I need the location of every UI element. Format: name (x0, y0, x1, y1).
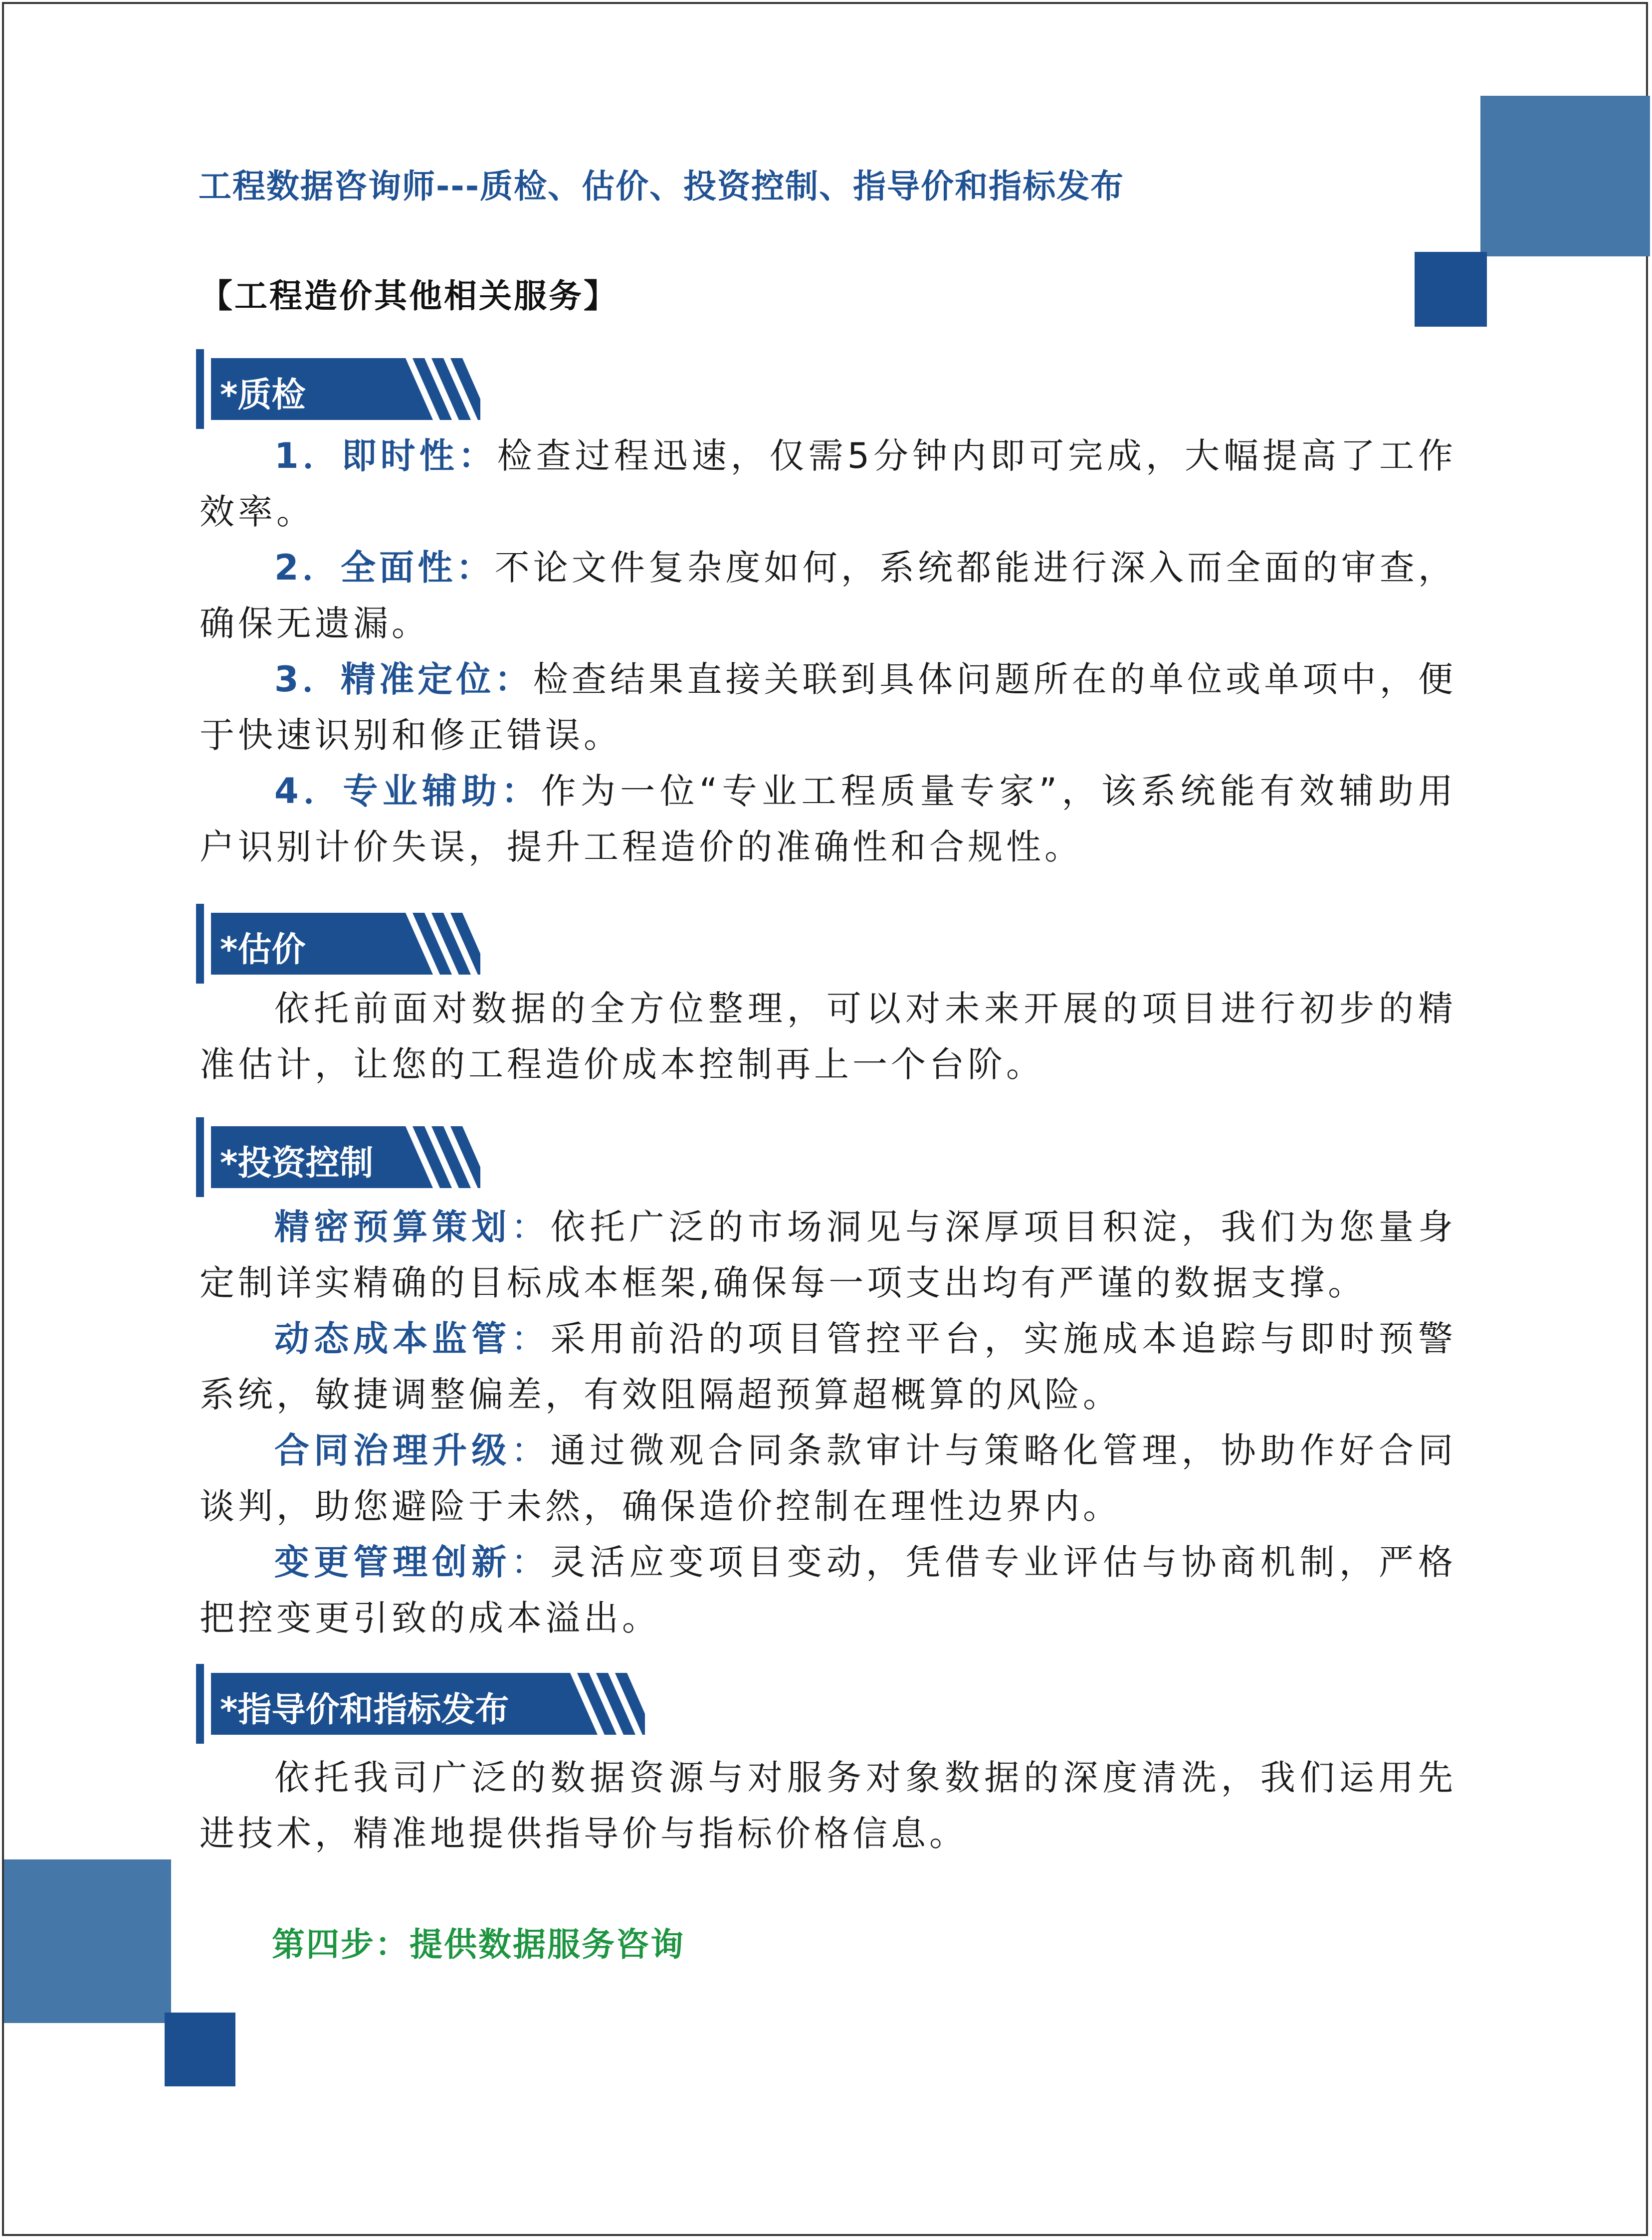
section-subtitle: 【工程造价其他相关服务】 (200, 277, 619, 315)
section-title-quality: *质检 (220, 376, 306, 415)
investment-item-2: 动态成本监管：采用前沿的项目管控平台，实施成本追踪与即时预警系统，敏捷调整偏差，有效阻隔超预算超概算的风险。 (200, 1318, 1457, 1415)
section-title-estimate: *估价 (220, 930, 306, 970)
corner-decoration-bottom-left-light (4, 1859, 171, 2023)
section-banner-investment (196, 1117, 480, 1197)
document-title: 工程数据咨询师---质检、估价、投资控制、指导价和指标发布 (199, 167, 1125, 205)
next-step-heading: 第四步：提供数据服务咨询 (272, 1925, 685, 1964)
corner-decoration-bottom-left-dark (165, 2013, 235, 2086)
quality-item-2: 2．全面性：不论文件复杂度如何，系统都能进行深入而全面的审查，确保无遗漏。 (200, 547, 1456, 644)
section-title-investment: *投资控制 (220, 1144, 374, 1183)
section-banner-quality (196, 349, 480, 429)
corner-decoration-top-right-dark (1415, 252, 1487, 327)
section-banner-guide (196, 1664, 645, 1744)
guide-paragraph: 依托我司广泛的数据资源与对服务对象数据的深度清洗，我们运用先进技术，精准地提供指导价与指标价格信息。 (200, 1757, 1456, 1854)
corner-decoration-top-right-light (1480, 96, 1650, 256)
section-title-guide: *指导价和指标发布 (220, 1690, 509, 1730)
quality-item-4: 4．专业辅助：作为一位“专业工程质量专家”，该系统能有效辅助用户识别计价失误，提升工程造价的准确性和合规性。 (200, 771, 1456, 867)
investment-item-3: 合同治理升级：通过微观合同条款审计与策略化管理，协助作好合同谈判，助您避险于未然，确保造价控制在理性边界内。 (200, 1430, 1457, 1527)
quality-item-3: 3．精准定位：检查结果直接关联到具体问题所在的单位或单项中，便于快速识别和修正错误。 (200, 659, 1456, 756)
estimate-paragraph: 依托前面对数据的全方位整理，可以对未来开展的项目进行初步的精准估计，让您的工程造价成本控制再上一个台阶。 (200, 988, 1456, 1085)
investment-item-4: 变更管理创新：灵活应变项目变动，凭借专业评估与协商机制，严格把控变更引致的成本溢出。 (200, 1542, 1457, 1638)
quality-item-1: 1．即时性：检查过程迅速，仅需5分钟内即可完成，大幅提高了工作效率。 (200, 435, 1456, 532)
investment-item-1: 精密预算策划：依托广泛的市场洞见与深厚项目积淀，我们为您量身定制详实精确的目标成本框架,确保每一项支出均有严谨的数据支撑。 (200, 1207, 1457, 1303)
section-banner-estimate (196, 904, 480, 984)
